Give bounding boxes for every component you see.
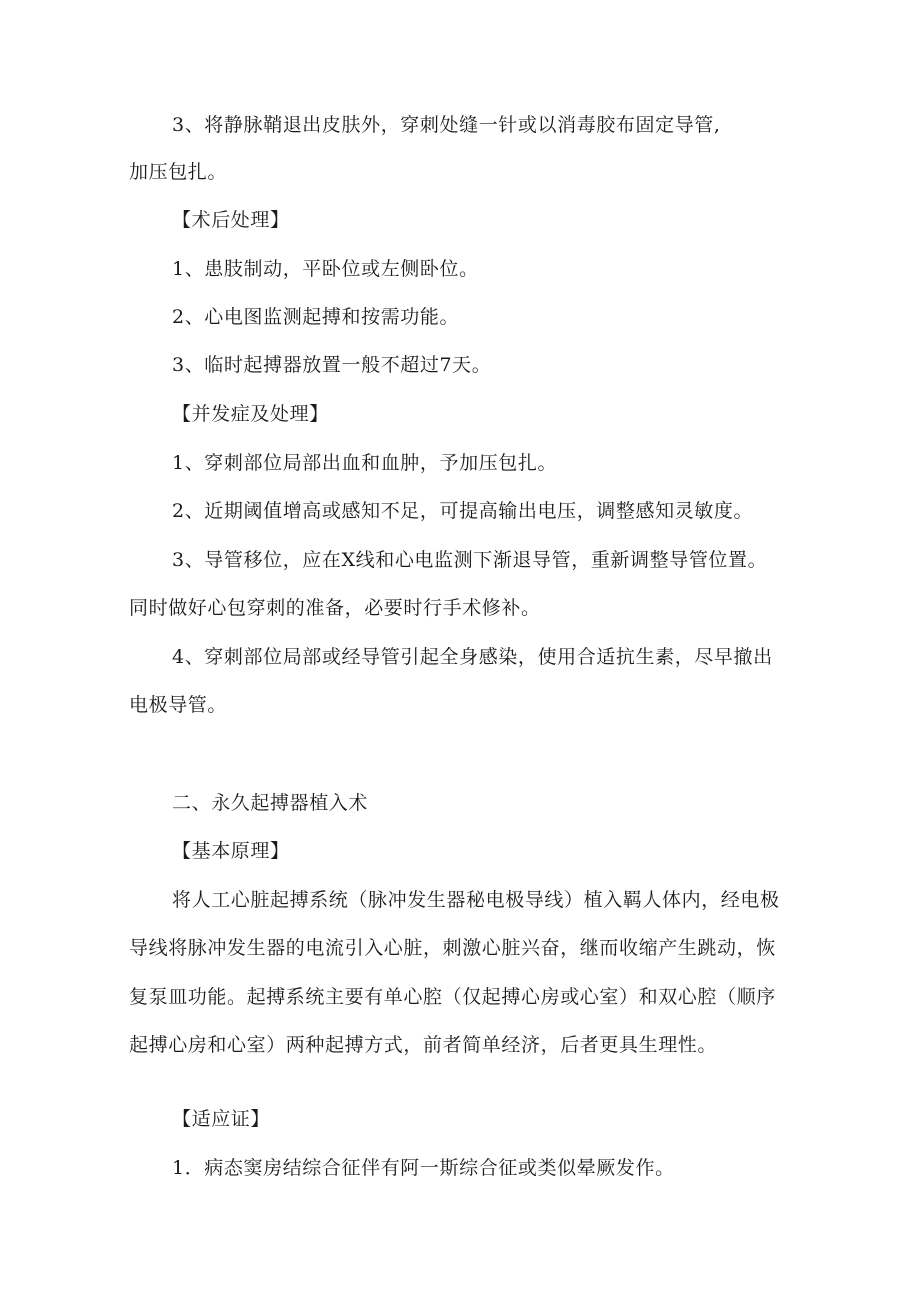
paragraph-line: 3、临时起搏器放置一般不超过7天。 [172, 354, 492, 376]
paragraph-line: 导线将脉冲发生器的电流引入心脏，刺激心脏兴奋，继而收缩产生跳动，恢 [129, 937, 776, 959]
section-heading: 【适应证】 [172, 1108, 271, 1130]
paragraph-line: 1．病态窦房结综合征伴有阿一斯综合征或类似晕厥发作。 [172, 1157, 675, 1179]
paragraph-line: 1、穿刺部位局部出血和血肿，予加压包扎。 [172, 452, 558, 474]
paragraph-line: 1、患肢制动，平卧位或左侧卧位。 [172, 258, 479, 280]
paragraph-line: 3、导管移位，应在X线和心电监测下渐退导管，重新调整导管位置。 [172, 549, 768, 571]
section-heading: 【基本原理】 [172, 840, 290, 862]
paragraph-line: 复泵皿功能。起搏系统主要有单心腔（仅起搏心房或心室）和双心腔（顺序 [129, 986, 776, 1008]
chapter-heading: 二、永久起搏器植入术 [172, 792, 369, 814]
paragraph-line: 加压包扎。 [129, 161, 228, 183]
paragraph-line: 起搏心房和心室）两种起搏方式，前者简单经济，后者更具生理性。 [129, 1034, 718, 1056]
paragraph-line: 2、近期阈值增高或感知不足，可提高输出电压，调整感知灵敏度。 [172, 500, 754, 522]
paragraph-line: 3、将静脉鞘退出皮肤外，穿刺处缝一针或以消毒胶布固定导管, [172, 114, 721, 136]
section-heading: 【术后处理】 [172, 209, 290, 231]
paragraph-line: 将人工心脏起搏系统（脉冲发生器秘电极导线）植入羁人体内，经电极 [172, 889, 780, 911]
paragraph-line: 4、穿刺部位局部或经导管引起全身感染，使用合适抗生素，尽早撤出 [172, 646, 773, 668]
paragraph-line: 同时做好心包穿刺的准备，必要时行手术修补。 [129, 597, 541, 619]
section-heading: 【并发症及处理】 [172, 403, 329, 425]
paragraph-line: 2、心电图监测起搏和按需功能。 [172, 306, 460, 328]
paragraph-line: 电极导管。 [129, 694, 228, 716]
